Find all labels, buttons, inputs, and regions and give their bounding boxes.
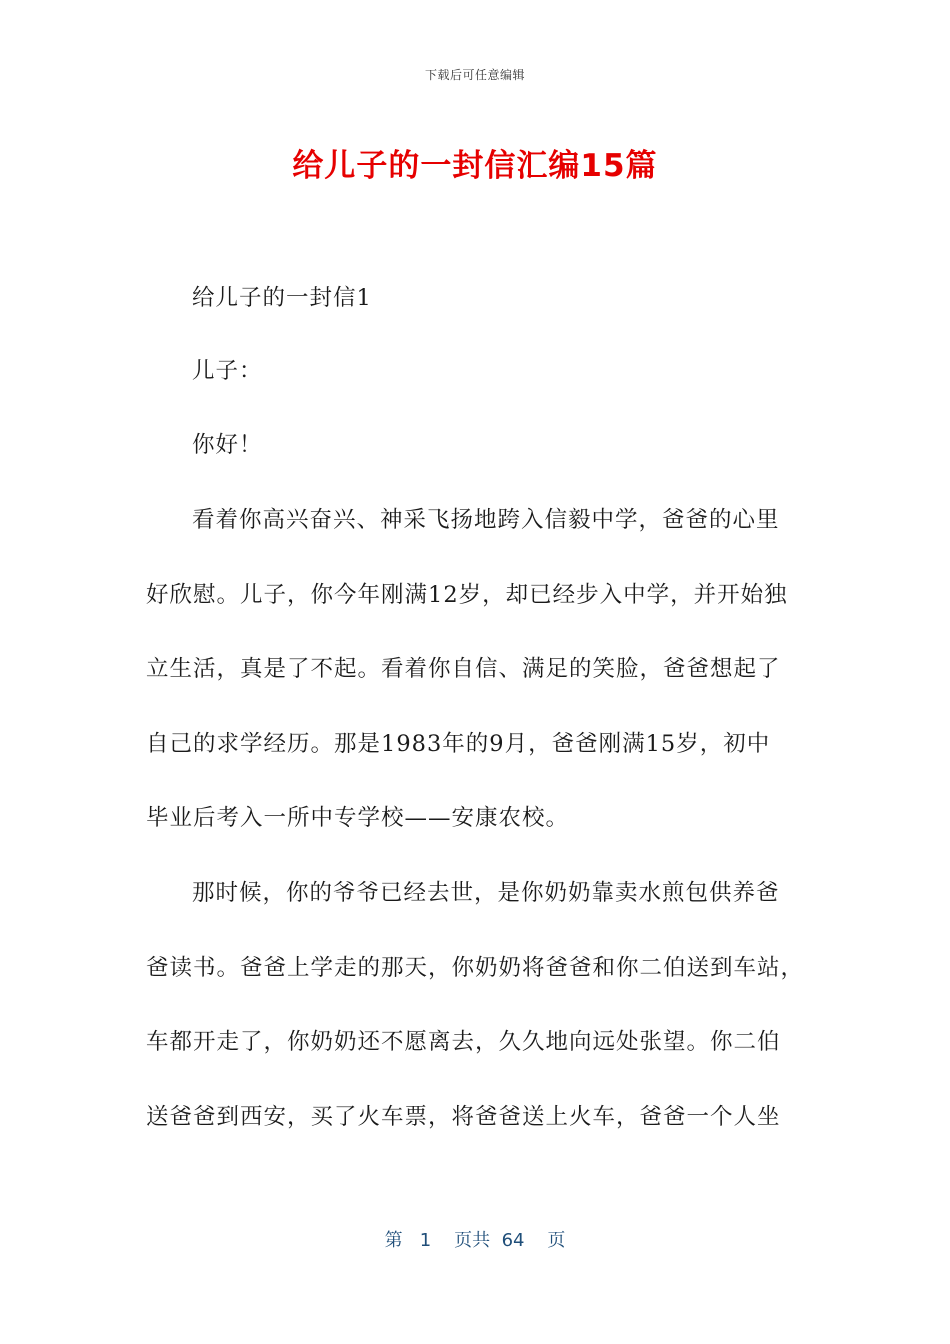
paragraph-line: 车都开走了，你奶奶还不愿离去，久久地向远处张望。你二伯 [146, 1029, 781, 1055]
page-footer [0, 1226, 950, 1252]
page-label-mid: 页共 [454, 1230, 491, 1251]
paragraph-line: 那时候，你的爷爷已经去世，是你奶奶靠卖水煎包供养爸 [192, 880, 780, 906]
section-heading: 给儿子的一封信1 [192, 285, 372, 311]
total-pages: 64 [501, 1230, 525, 1251]
header-note: 下载后可任意编辑 [424, 68, 525, 82]
document-title: 给儿子的一封信汇编15篇 [292, 148, 658, 184]
page-label-suffix: 页 [547, 1230, 566, 1251]
salutation: 儿子： [192, 358, 263, 384]
paragraph-line: 好欣慰。儿子，你今年刚满12岁，却已经步入中学，并开始独 [146, 582, 788, 608]
page-label-prefix: 第 [384, 1230, 403, 1251]
paragraph-line: 立生活，真是了不起。看着你自信、满足的笑脸，爸爸想起了 [146, 656, 781, 682]
page-number: 1 [419, 1230, 432, 1251]
paragraph-line: 送爸爸到西安，买了火车票，将爸爸送上火车，爸爸一个人坐 [146, 1104, 781, 1130]
greeting: 你好！ [192, 432, 263, 458]
paragraph-line: 爸读书。爸爸上学走的那天，你奶奶将爸爸和你二伯送到车站， [146, 955, 805, 981]
paragraph-line: 毕业后考入一所中专学校——安康农校。 [146, 805, 570, 831]
paragraph-line: 看着你高兴奋兴、神采飞扬地跨入信毅中学，爸爸的心里 [192, 507, 780, 533]
paragraph-line: 自己的求学经历。那是1983年的9月，爸爸刚满15岁，初中 [146, 731, 771, 757]
